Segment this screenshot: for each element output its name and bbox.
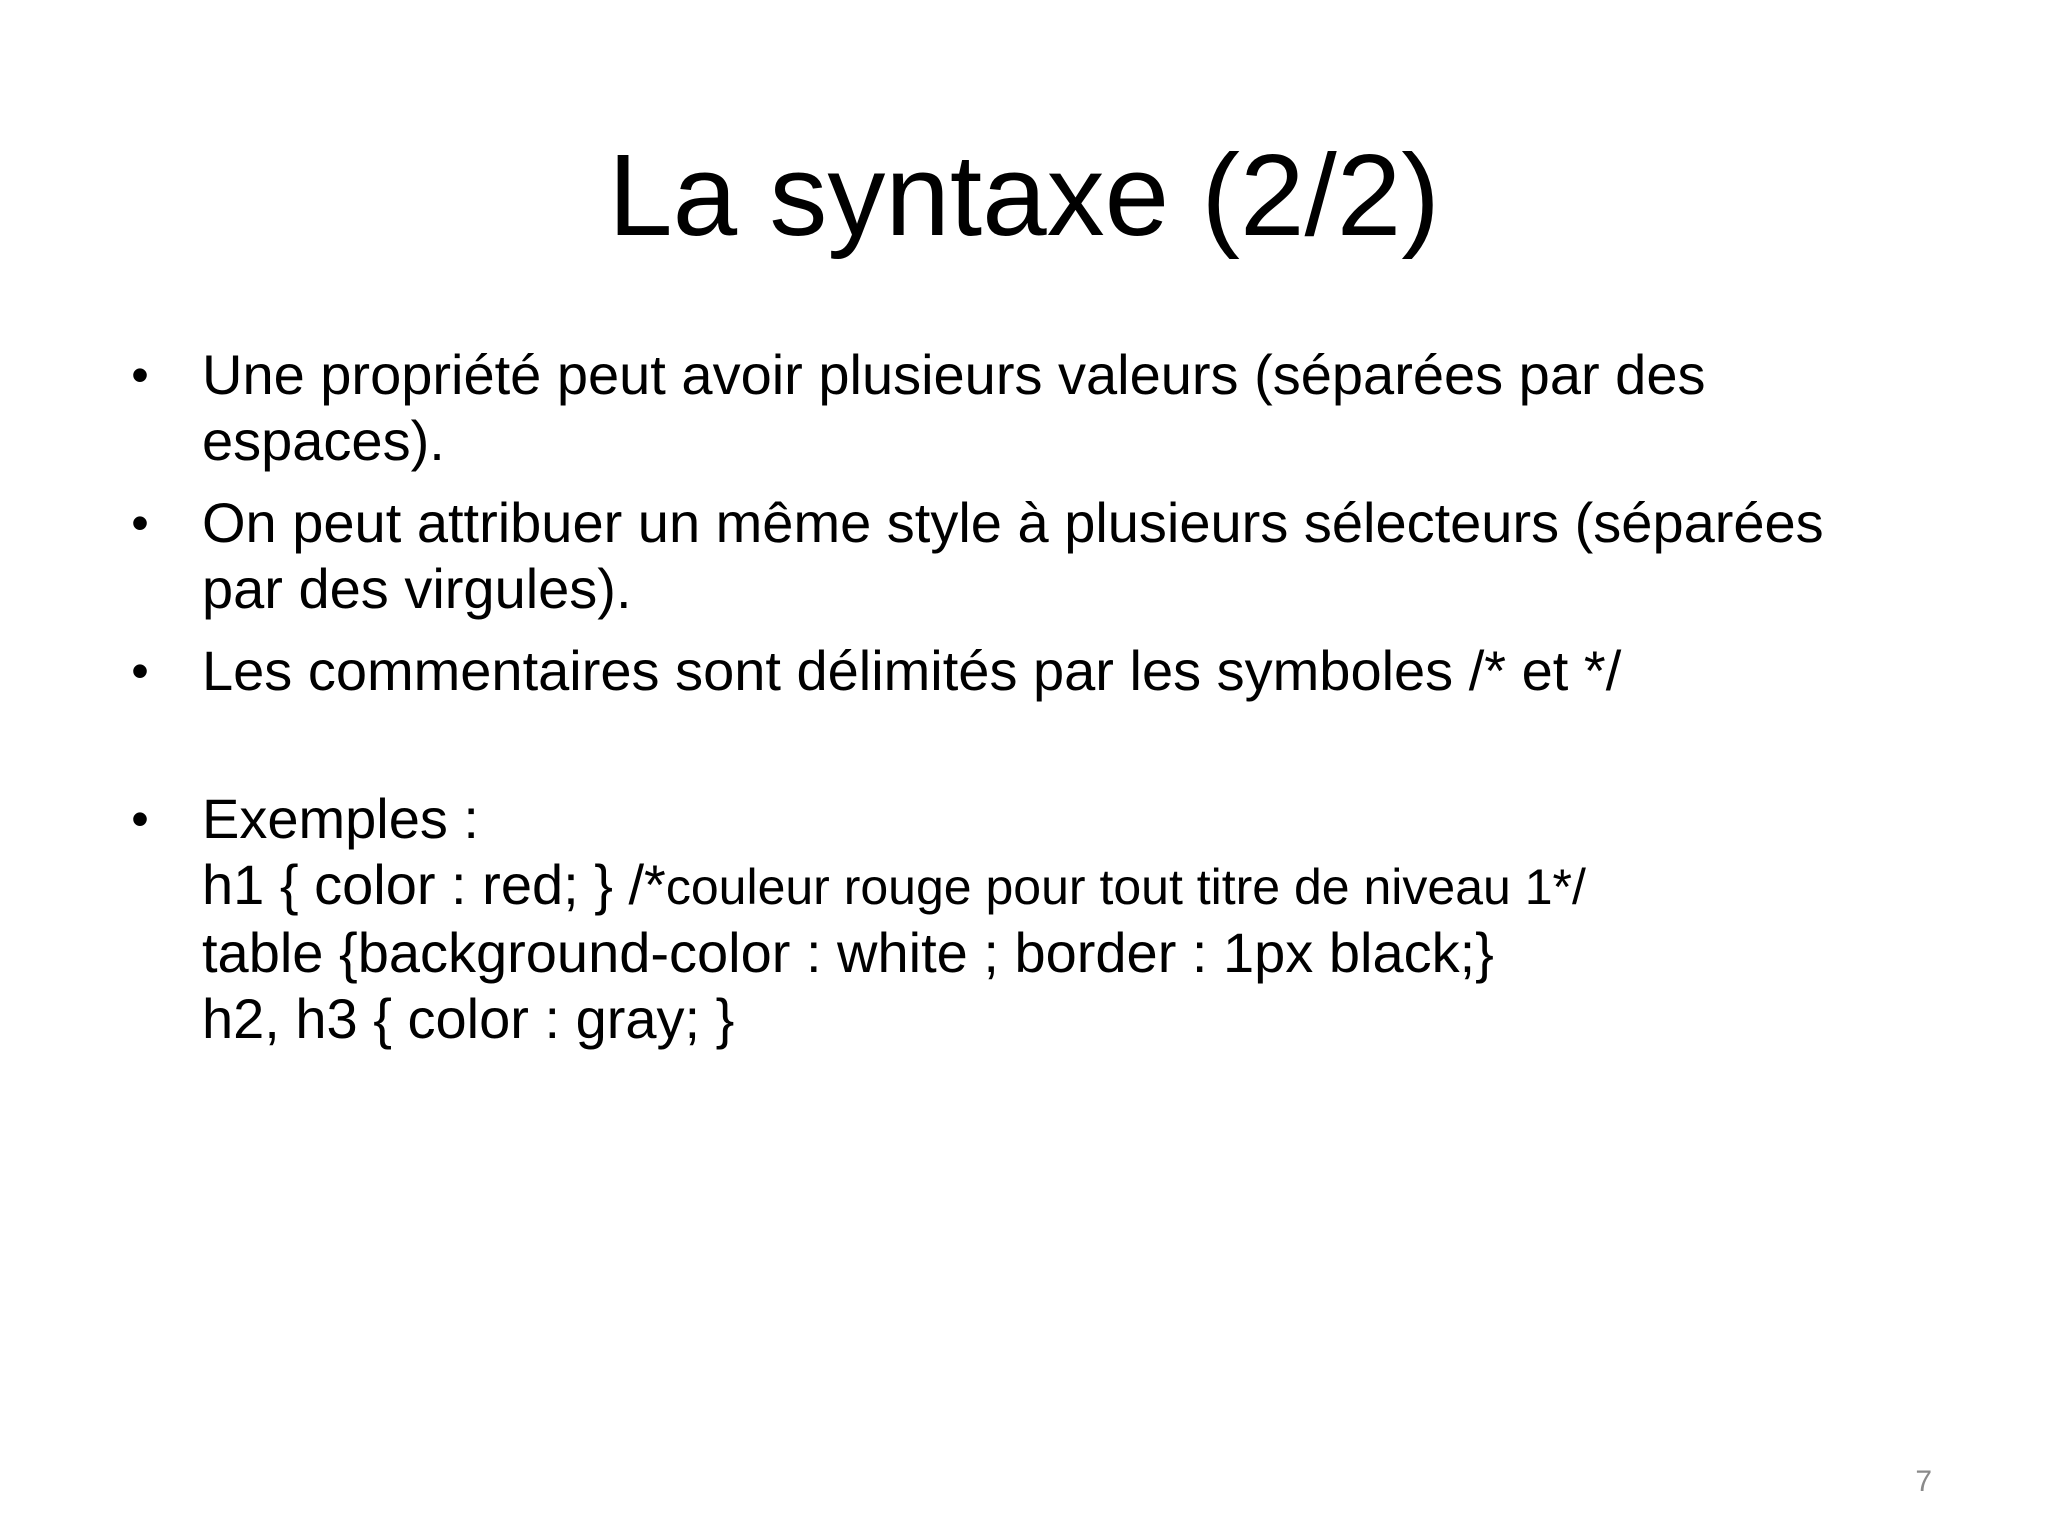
bullet-dot-icon: •: [131, 643, 149, 699]
code-example-line: h2, h3 { color : gray; }: [202, 987, 735, 1050]
bullet-dot-icon: •: [131, 791, 149, 847]
bullet-text-line: Les commentaires sont délimités par les symboles /* et */: [202, 639, 1622, 702]
bullet-item: [120, 342, 2030, 474]
bullet-text-line: On peut attribuer un même style à plusieurs sélecteurs (séparées: [202, 491, 1824, 554]
bullet-item-examples: [120, 786, 2030, 1052]
code-example-line: [202, 852, 2030, 920]
code-example-line: table {background-color : white ; border : 1px black;}: [202, 921, 1494, 984]
code-example-rule: h1 { color : red; } /*: [202, 853, 666, 916]
examples-heading: Exemples :: [202, 787, 479, 850]
bullet-item: [120, 638, 2030, 704]
slide-title: La syntaxe (2/2): [608, 130, 1440, 260]
bullet-text-line: Une propriété peut avoir plusieurs valeurs (séparées par des: [202, 343, 1706, 406]
bullet-text-line: espaces).: [202, 409, 445, 472]
code-example-comment: couleur rouge pour tout titre de niveau 1*/: [665, 859, 1586, 915]
bullet-item: [120, 490, 2030, 622]
bullet-dot-icon: •: [131, 347, 149, 403]
page-number: 7: [1915, 1465, 1932, 1498]
bullet-dot-icon: •: [131, 495, 149, 551]
bullet-text-line: par des virgules).: [202, 557, 632, 620]
bullet-list: [120, 342, 2030, 1052]
